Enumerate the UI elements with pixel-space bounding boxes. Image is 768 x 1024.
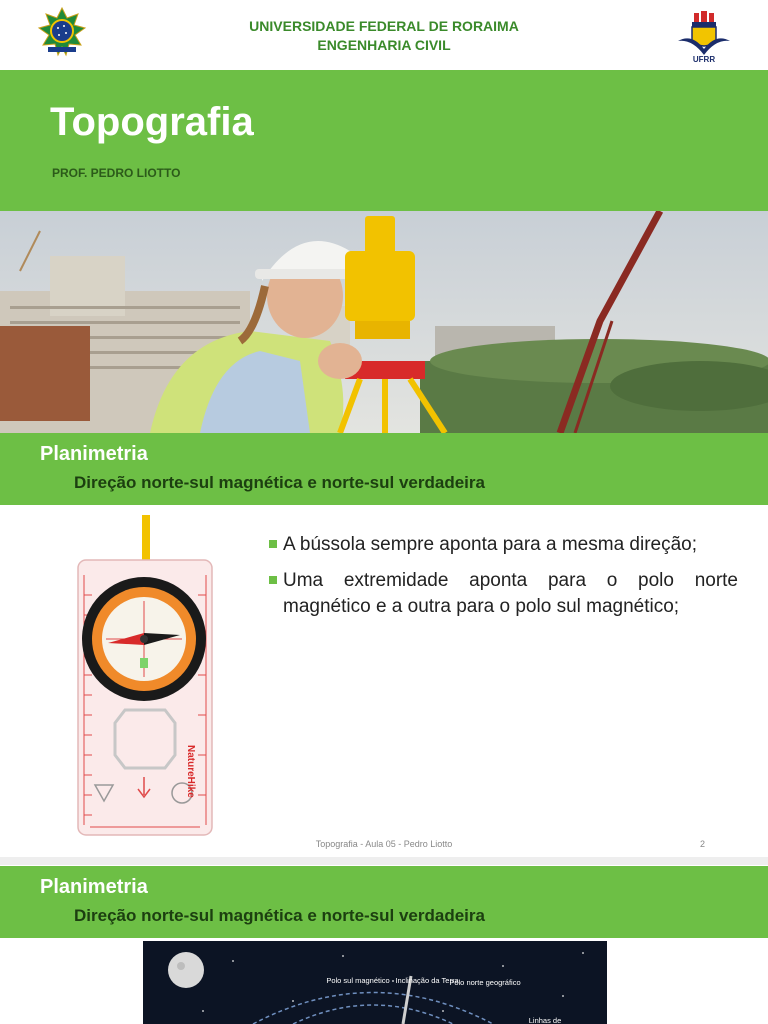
section-title: Planimetria [40,443,148,465]
section-title: Planimetria [40,876,148,898]
slide-divider [0,857,768,865]
list-item [268,568,738,620]
bullet-text: Uma extremidade aponta para o polo norte magnético e a outra para o polo sul magnético; [283,570,738,617]
page-number: 2 [700,839,706,849]
section-subtitle: Direção norte-sul magnética e norte-sul verdadeira [74,473,485,492]
diagram-label: Polo sul magnético [326,976,390,985]
bullet-text: A bússola sempre aponta para a mesma direção; [283,534,698,555]
professor-name: PROF. PEDRO LIOTTO [52,166,181,180]
ufrr-label: UFRR [692,55,716,64]
university-name [0,17,768,55]
section-header [0,866,768,938]
diagram-label: Inclinação da Terra [395,976,459,985]
bullet-square-icon [269,540,277,548]
list-item [268,532,738,558]
earth-magnetic-field-diagram [143,941,607,1024]
title-band [0,70,768,211]
bullet-square-icon [269,576,277,584]
svg-text:NatureHike: NatureHike [185,745,196,798]
course-line: ENGENHARIA CIVIL [317,37,451,53]
diagram-label: Linhas de [528,1016,562,1024]
section-header [0,433,768,505]
page-title: Topografia [50,100,254,144]
slide-header [0,0,768,70]
slide-footer: Topografia - Aula 05 - Pedro Liotto [315,839,453,849]
surveyor-photo [0,211,768,433]
section-subtitle: Direção norte-sul magnética e norte-sul verdadeira [74,906,485,925]
university-line: UNIVERSIDADE FEDERAL DE RORAIMA [249,18,519,34]
compass-icon [70,515,230,840]
diagram-label: Polo norte geográfico [449,978,521,987]
bullet-list [268,532,738,630]
